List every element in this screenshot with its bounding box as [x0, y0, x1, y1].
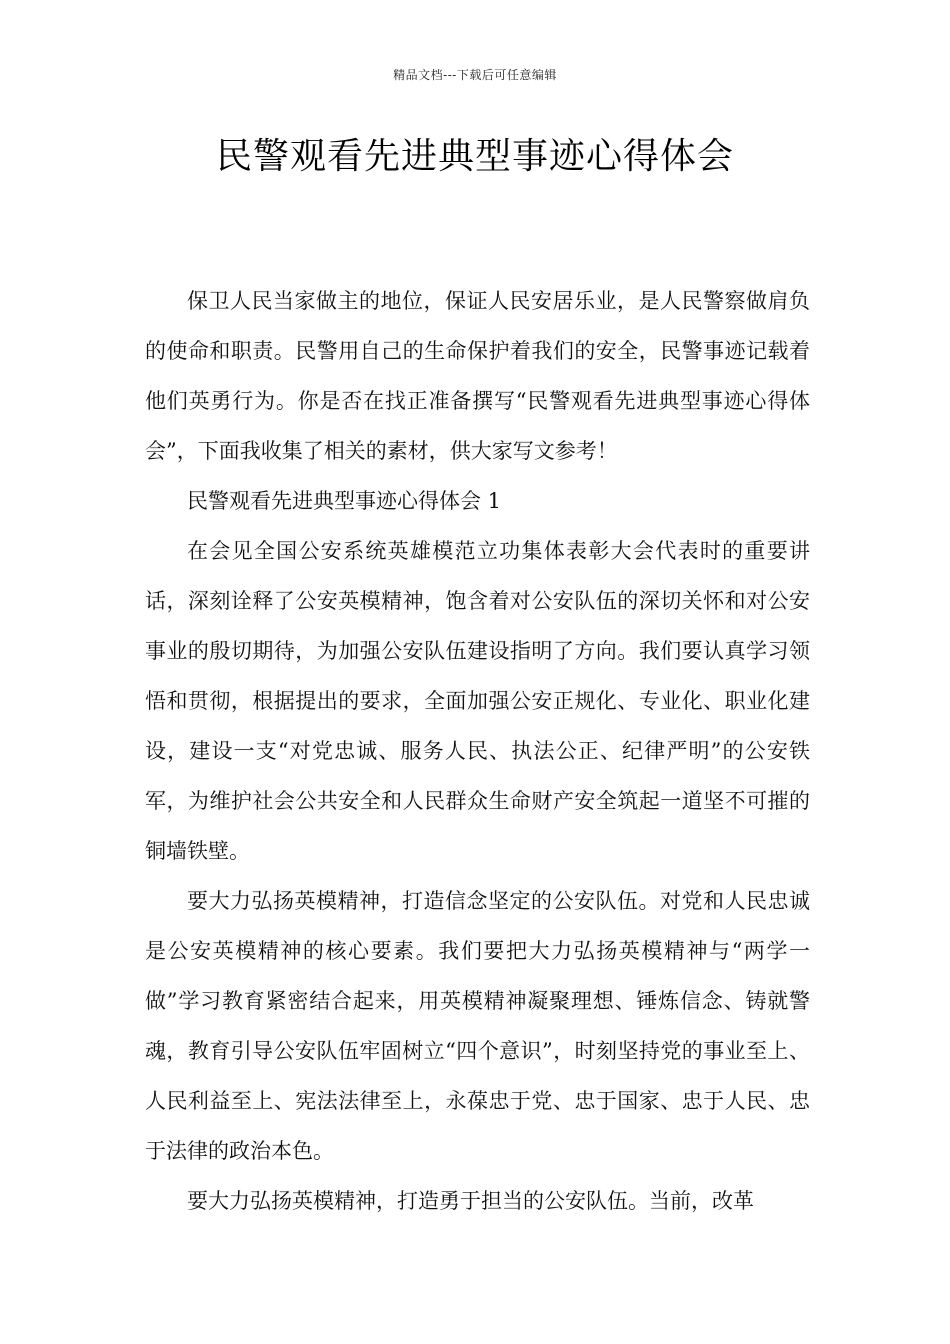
- section-heading: 民警观看先进典型事迹心得体会 1: [187, 489, 502, 513]
- paragraph: 要大力弘扬英模精神，打造信念坚定的公安队伍。对党和人民忠诚是公安英模精神的核心要素。我们要把大力弘扬英模精神与“两学一做”学习教育紧密结合起来，用英模精神凝聚理想、锤炼信念、铸就警魂，教育引导公安队伍牢固树立“四个意识”，时刻坚持党的事业至上、人民利益至上、宪法法律至上，永葆忠于党、忠于国家、忠于人民、忠于法律的政治本色。: [145, 889, 810, 1163]
- header-note: 精品文档---下载后可任意编辑: [393, 68, 557, 82]
- paragraph: 在会见全国公安系统英雄模范立功集体表彰大会代表时的重要讲话，深刻诠释了公安英模精神，饱含着对公安队伍的深切关怀和对公安事业的殷切期待，为加强公安队伍建设指明了方向。我们要认真学习领悟和贯彻，根据提出的要求，全面加强公安正规化、专业化、职业化建设，建设一支“对党忠诚、服务人民、执法公正、纪律严明”的公安铁军，为维护社会公共安全和人民群众生命财产安全筑起一道坚不可摧的铜墙铁壁。: [145, 539, 810, 863]
- document-body: [145, 276, 810, 1226]
- document-title: 民警观看先进典型事迹心得体会: [215, 136, 734, 177]
- paragraph: 要大力弘扬英模精神，打造勇于担当的公安队伍。当前，改革: [187, 1189, 754, 1213]
- paragraph-intro: 保卫人民当家做主的地位，保证人民安居乐业，是人民警察做肩负的使命和职责。民警用自己的生命保护着我们的安全，民警事迹记载着他们英勇行为。你是否在找正准备撰写“民警观看先进典型事迹心得体会”，下面我收集了相关的素材，供大家写文参考！: [145, 289, 810, 463]
